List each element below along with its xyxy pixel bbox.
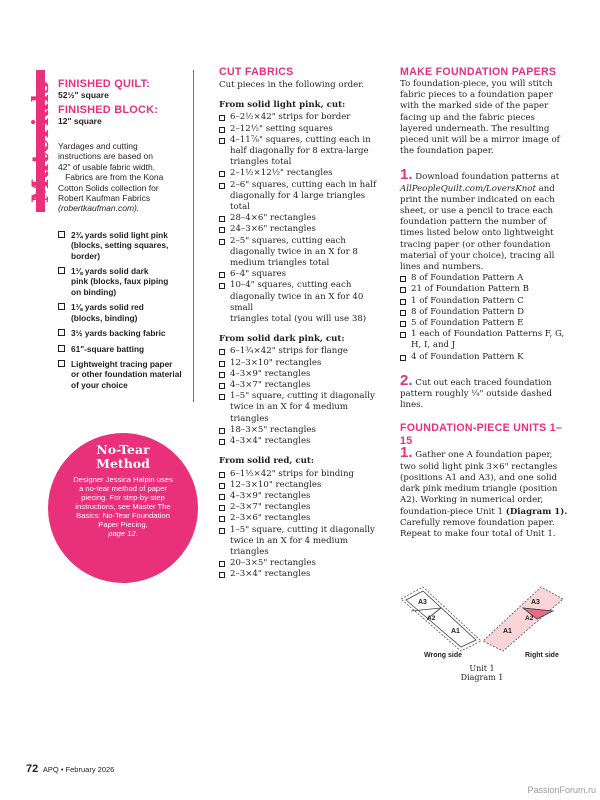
cut-fabrics-heading: CUT FABRICS <box>219 66 294 78</box>
list-item: 4–11⅞" squares, cutting each in half diagonally for 8 extra-large triangles total <box>219 135 389 169</box>
checkbox-icon <box>58 360 65 367</box>
right-side-unit <box>483 587 563 651</box>
list-item: 6–2½×42" strips for border <box>219 112 389 123</box>
cut-fabrics-intro: Cut pieces in the following order. <box>219 80 365 90</box>
finished-block-value: 12" square <box>58 116 102 126</box>
list-item: 4–3×9" rectangles <box>219 369 389 380</box>
note-line: Fabrics are from the Kona <box>58 172 164 183</box>
yardage-note <box>58 141 193 214</box>
checkbox-icon <box>400 321 406 327</box>
list-item: 4 of Foundation Pattern K <box>400 352 570 363</box>
note-line: 42" of usable fabric width. <box>58 161 156 172</box>
wrong-side-label: Wrong side <box>424 652 462 659</box>
wrong-side-unit <box>401 587 481 651</box>
right-side-label: Right side <box>525 652 559 659</box>
download-link[interactable]: AllPeopleQuilt.com/LoversKnot <box>400 183 536 194</box>
list-item: 1–5" square, cutting it diagonally twice in an X for 4 medium triangles <box>219 391 389 425</box>
cut-subheading: From solid light pink, cut: <box>219 100 346 111</box>
list-item: 20–3×5" rectangles <box>219 558 389 569</box>
list-item: 28–4×6" rectangles <box>219 213 389 224</box>
checkbox-icon <box>219 283 225 289</box>
checkbox-icon <box>219 372 225 378</box>
foundation-intro: To foundation-piece, you will stitch fabric pieces to a foundation paper with the marked side of the paper facing up and the fabric pieces layered underneath. The resulting pieced unit will be a mirror image of the foundation paper. <box>400 79 560 157</box>
list-item: 2–6" squares, cutting each in half diagonally for 4 large triangles total <box>219 180 389 214</box>
list-item: 2–1½×12½" rectangles <box>219 168 389 179</box>
cut-fabrics-column <box>219 66 389 581</box>
list-item: 2–12½" setting squares <box>219 124 389 135</box>
checkbox-icon <box>219 472 225 478</box>
callout-title: No-Tear Method <box>96 442 150 471</box>
fabric-source-link: (robertkaufman.com). <box>58 203 140 214</box>
checkbox-icon <box>400 287 406 293</box>
checkbox-icon <box>219 239 225 245</box>
checkbox-icon <box>219 127 225 133</box>
diagram-unit-caption: Unit 1 <box>469 664 495 673</box>
cut-list <box>219 469 389 581</box>
materials-title: Materials <box>28 80 54 203</box>
list-item: 1 each of Foundation Patterns F, G, H, I, and J <box>400 329 570 351</box>
checkbox-icon <box>219 394 225 400</box>
right-side-outline <box>483 587 563 651</box>
papers-step-2: 2. Cut out each traced foundation pattern roughly ¼" outside dashed lines. <box>400 371 552 411</box>
unit-1-diagram <box>397 583 567 685</box>
list-item: 18–3×5" rectangles <box>219 425 389 436</box>
note-line: Robert Kaufman Fabrics <box>58 193 151 204</box>
checkbox-icon <box>219 171 225 177</box>
checkbox-icon <box>219 483 225 489</box>
checkbox-icon <box>219 516 225 522</box>
callout-page-ref: page 12. <box>108 529 138 538</box>
note-line: Yardages and cutting <box>58 141 138 151</box>
page-number: 72 <box>26 763 39 775</box>
finished-quilt-value: 52½" square <box>58 90 109 100</box>
page-footer <box>26 763 114 775</box>
label-a2: A2 <box>525 615 534 622</box>
list-item: 2–5" squares, cutting each diagonally twice in an X for 8 medium triangles total <box>219 236 389 270</box>
list-item: 12–3×10" rectangles <box>219 480 389 491</box>
diagram-caption: Diagram 1 <box>460 673 504 682</box>
label-a3: A3 <box>418 599 427 606</box>
foundation-units-heading: FOUNDATION-PIECE UNITS 1–15 <box>400 422 563 448</box>
material-item: 1⅛ yards solid red (blocks, binding) <box>58 302 193 323</box>
papers-step-1: 1. Download foundation patterns at AllPeopleQuilt.com/LoversKnot and print the number indicated on each sheet, or use a pencil to trace each foundation pattern the number of times listed below onto lightweight tracing paper (or other foundation material of your choice), tracing all lines and numbers. <box>400 166 560 273</box>
checkbox-icon <box>219 505 225 511</box>
checkbox-icon <box>400 276 406 282</box>
list-item: 2–3×4" rectangles <box>219 569 389 580</box>
cut-list <box>219 346 389 447</box>
finished-quilt-label: FINISHED QUILT: <box>58 78 151 90</box>
checkbox-icon <box>219 572 225 578</box>
checkbox-icon <box>58 231 65 238</box>
label-a2: A2 <box>427 615 436 622</box>
list-item: 8 of Foundation Pattern A <box>400 273 570 284</box>
checkbox-icon <box>58 329 65 336</box>
label-a3: A3 <box>531 599 540 606</box>
checkbox-icon <box>400 310 406 316</box>
wrong-side-inner <box>406 591 476 647</box>
list-item: 4–3×9" rectangles <box>219 491 389 502</box>
no-tear-method-callout <box>48 433 198 583</box>
pattern-list <box>400 273 570 363</box>
list-item: 5 of Foundation Pattern E <box>400 318 570 329</box>
checkbox-icon <box>219 227 225 233</box>
list-item: 2–3×6" rectangles <box>219 513 389 524</box>
site-watermark: PassionForum.ru <box>527 785 596 795</box>
list-item: 12–3×10" rectangles <box>219 358 389 369</box>
step-number: 1. <box>400 166 413 184</box>
checkbox-icon <box>219 428 225 434</box>
label-a1: A1 <box>503 628 512 635</box>
checkbox-icon <box>58 303 65 310</box>
materials-divider <box>193 70 194 402</box>
checkbox-icon <box>219 115 225 121</box>
list-item: 1 of Foundation Pattern C <box>400 296 570 307</box>
checkbox-icon <box>219 439 225 445</box>
cut-subheading: From solid red, cut: <box>219 456 315 467</box>
note-line: instructions are based on <box>58 151 153 162</box>
list-item: 6–1½×42" strips for binding <box>219 469 389 480</box>
list-item: 2–3×7" rectangles <box>219 502 389 513</box>
material-item: 3½ yards backing fabric <box>58 328 193 338</box>
cut-groups <box>219 100 389 580</box>
step-number: 2. <box>400 371 413 389</box>
list-item: 1–5" square, cutting it diagonally twice in an X for 4 medium triangles <box>219 525 389 559</box>
foundation-papers-heading: MAKE FOUNDATION PAPERS <box>400 66 557 78</box>
materials-list <box>58 230 193 390</box>
cut-subheading: From solid dark pink, cut: <box>219 334 345 345</box>
checkbox-icon <box>400 299 406 305</box>
checkbox-icon <box>58 267 65 274</box>
list-item: 10–4" squares, cutting each diagonally twice in an X for 40 small triangles total (you will use 38) <box>219 280 389 325</box>
list-item: 24–3×6" rectangles <box>219 224 389 235</box>
checkbox-icon <box>400 332 406 338</box>
list-item: 4–3×7" rectangles <box>219 380 389 391</box>
step-number: 1. <box>400 444 413 462</box>
cut-list <box>219 112 389 325</box>
material-item: 2¾ yards solid light pink (blocks, setting squares, border) <box>58 230 193 261</box>
finished-block-label: FINISHED BLOCK: <box>58 104 159 116</box>
checkbox-icon <box>219 383 225 389</box>
checkbox-icon <box>219 183 225 189</box>
list-item: 8 of Foundation Pattern D <box>400 307 570 318</box>
list-item: 6–1¾×42" strips for flange <box>219 346 389 357</box>
checkbox-icon <box>58 345 65 352</box>
foundation-column <box>400 66 570 540</box>
checkbox-icon <box>219 528 225 534</box>
checkbox-icon <box>400 355 406 361</box>
checkbox-icon <box>219 494 225 500</box>
list-item: 21 of Foundation Pattern B <box>400 284 570 295</box>
list-item: 6–4" squares <box>219 269 389 280</box>
unit-diagram-figure <box>397 583 567 663</box>
list-item: 4–3×4" rectangles <box>219 436 389 447</box>
publication-info: APQ • February 2026 <box>42 765 115 774</box>
note-line: Cotton Solids collection for <box>58 182 159 193</box>
checkbox-icon <box>219 361 225 367</box>
material-item: 1⅛ yards solid dark pink (blocks, faux piping on binding) <box>58 266 193 297</box>
material-item: Lightweight tracing paper or other foundation material of your choice <box>58 359 193 390</box>
materials-column <box>58 78 193 395</box>
checkbox-icon <box>219 349 225 355</box>
units-step-1: 1. Gather one A foundation paper, two solid light pink 3×6" rectangles (positions A1 and A3), and one solid dark pink medium triangle (position A2). Working in numerical order, foundation-piece Unit 1 (Diagram 1). Carefully remove foundation paper. Repeat to make four total of Unit 1. <box>400 444 568 539</box>
checkbox-icon <box>219 138 225 144</box>
callout-body: Designer Jessica Halpin uses a no-tear method of paper piecing. For step-by-step instructions, see Master The Basics: No-Tear Foundation Paper Piecing, page 12. <box>48 471 198 538</box>
checkbox-icon <box>219 216 225 222</box>
checkbox-icon <box>219 561 225 567</box>
diagram-reference: (Diagram 1). <box>505 506 568 517</box>
checkbox-icon <box>219 272 225 278</box>
material-item: 61"-square batting <box>58 344 193 354</box>
label-a1: A1 <box>451 628 460 635</box>
